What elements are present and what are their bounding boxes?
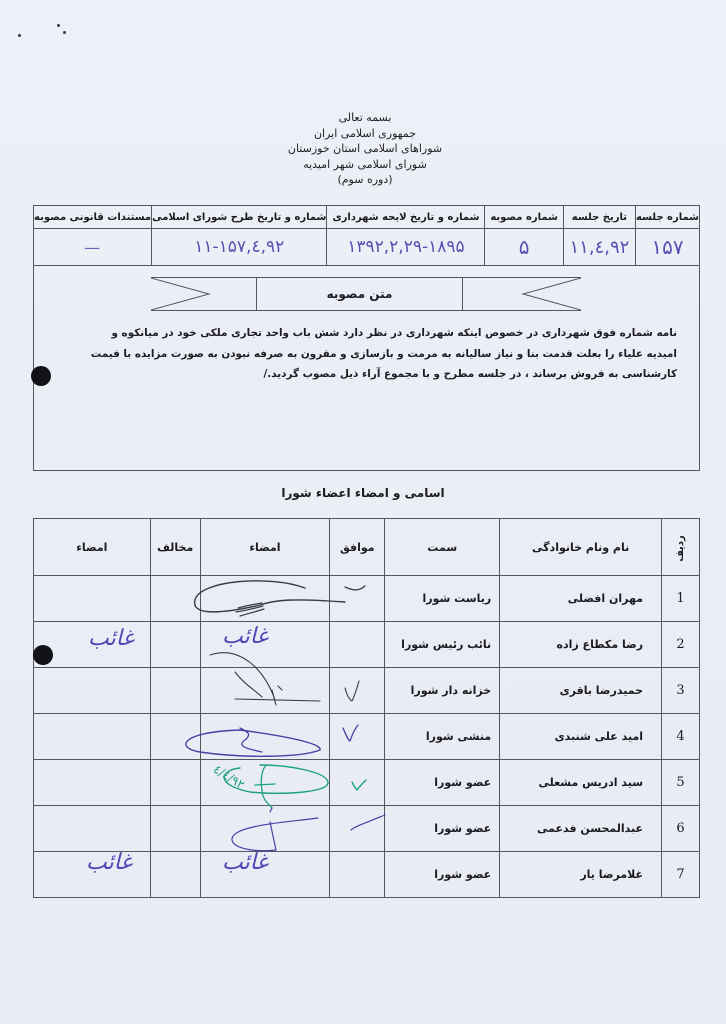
header-municipal-bill: شماره و تاریخ لایحه شهرداری bbox=[327, 206, 485, 229]
council-plan-value: ۹۲,٤,۱۱-۱۵۷ bbox=[194, 237, 285, 257]
member-name: سید ادریس مشعلی bbox=[500, 760, 662, 806]
signature-cell bbox=[200, 668, 330, 714]
oppose-cell bbox=[150, 576, 200, 622]
members-section-title: اسامی و امضاء اعضاء شورا bbox=[281, 486, 445, 500]
signature-cell bbox=[34, 760, 151, 806]
resolution-line: امیدیه علیاء را بعلت قدمت بنا و نیاز سالیانه به مرمت و بازسازی و مقرون به صرفه نبودن به صورت مزایده با قیمت bbox=[90, 347, 677, 360]
absent-note: غائب bbox=[86, 850, 132, 875]
scan-speck bbox=[18, 34, 21, 37]
header-session-date: تاریخ جلسه bbox=[563, 206, 635, 229]
signature-cell bbox=[34, 714, 151, 760]
scan-speck bbox=[63, 31, 66, 34]
letterhead-line: (دوره سوم) bbox=[337, 173, 393, 186]
header-signature: امضاء bbox=[34, 519, 151, 576]
agree-cell bbox=[330, 852, 385, 898]
session-date-value: ۹۲,٤,۱۱ bbox=[569, 236, 630, 258]
member-row bbox=[34, 760, 700, 806]
resolution-number-value: ۵ bbox=[518, 235, 530, 259]
resolution-box bbox=[33, 265, 700, 471]
signature-cell bbox=[200, 576, 330, 622]
member-name: حمیدرضا باقری bbox=[500, 668, 662, 714]
member-row bbox=[34, 806, 700, 852]
member-role: عضو شورا bbox=[385, 760, 500, 806]
absent-note: غائب bbox=[88, 626, 134, 651]
members-header-row bbox=[34, 519, 700, 576]
absent-note: غائب bbox=[222, 850, 268, 875]
member-row bbox=[34, 668, 700, 714]
member-role: نائب رئیس شورا bbox=[385, 622, 500, 668]
header-agree: موافق bbox=[330, 519, 385, 576]
row-number: 1 bbox=[662, 576, 700, 622]
header-row-number: ردیف bbox=[662, 519, 700, 576]
agree-cell bbox=[330, 576, 385, 622]
member-row bbox=[34, 576, 700, 622]
scan-speck bbox=[57, 24, 60, 27]
member-role: عضو شورا bbox=[385, 806, 500, 852]
members-table bbox=[33, 518, 700, 898]
header-legal-basis: مستندات قانونی مصوبه bbox=[34, 206, 152, 229]
member-role: منشی شورا bbox=[385, 714, 500, 760]
row-number: 7 bbox=[662, 852, 700, 898]
header-role: سمت bbox=[385, 519, 500, 576]
resolution-title: متن مصوبه bbox=[256, 277, 463, 311]
session-value-row bbox=[34, 229, 700, 266]
row-number: 2 bbox=[662, 622, 700, 668]
signature-date: ٤/٤/٩٢ bbox=[210, 762, 248, 792]
letterhead-line: شوراهای اسلامی استان خوزستان bbox=[287, 142, 443, 155]
row-number: 6 bbox=[662, 806, 700, 852]
member-role: ریاست شورا bbox=[385, 576, 500, 622]
agree-cell bbox=[330, 622, 385, 668]
signature-cell bbox=[34, 806, 151, 852]
absent-note: غائب bbox=[222, 624, 268, 649]
member-name: رضا مکطاع زاده bbox=[500, 622, 662, 668]
signature-cell bbox=[200, 806, 330, 852]
member-name: غلامرضا یار bbox=[500, 852, 662, 898]
member-role: عضو شورا bbox=[385, 852, 500, 898]
legal-basis-value: — bbox=[84, 237, 102, 257]
letterhead-line: جمهوری اسلامی ایران bbox=[313, 126, 417, 140]
signature-cell bbox=[34, 576, 151, 622]
oppose-cell bbox=[150, 622, 200, 668]
oppose-cell bbox=[150, 668, 200, 714]
signature-cell bbox=[34, 668, 151, 714]
header-full-name: نام ونام خانوادگی bbox=[500, 519, 662, 576]
resolution-text bbox=[37, 323, 677, 385]
resolution-line: کارشناسی به فروش برساند ، در جلسه مطرح و با مجموع آراء ذیل مصوب گردید./ bbox=[263, 368, 677, 380]
member-name: مهران افضلی bbox=[500, 576, 662, 622]
oppose-cell bbox=[150, 852, 200, 898]
session-header-row bbox=[34, 206, 700, 229]
header-session-number: شماره جلسه bbox=[636, 206, 700, 229]
row-number: 5 bbox=[662, 760, 700, 806]
row-number: 4 bbox=[662, 714, 700, 760]
header-oppose: مخالف bbox=[150, 519, 200, 576]
header-council-plan: شماره و تاریخ طرح شورای اسلامی bbox=[152, 206, 327, 229]
signature-cell bbox=[200, 714, 330, 760]
letterhead-line: بسمه تعالی bbox=[338, 111, 392, 124]
agree-cell bbox=[330, 668, 385, 714]
agree-cell bbox=[330, 760, 385, 806]
member-role: خزانه دار شورا bbox=[385, 668, 500, 714]
agree-cell bbox=[330, 806, 385, 852]
letterhead-line: شورای اسلامی شهر امیدیه bbox=[303, 157, 427, 171]
punch-hole bbox=[31, 366, 51, 386]
member-name: عبدالمحسن فدعمی bbox=[500, 806, 662, 852]
row-number: 3 bbox=[662, 668, 700, 714]
agree-cell bbox=[330, 714, 385, 760]
member-row bbox=[34, 852, 700, 898]
punch-hole bbox=[33, 645, 53, 665]
header-resolution-number: شماره مصوبه bbox=[485, 206, 563, 229]
header-signature: امضاء bbox=[200, 519, 330, 576]
letterhead bbox=[230, 110, 500, 188]
resolution-line: نامه شماره فوق شهرداری در خصوص اینکه شهرداری در نظر دارد شش باب واحد تجاری ملکی خود در میانکوه و bbox=[111, 327, 677, 339]
resolution-banner bbox=[151, 277, 581, 311]
session-info-table bbox=[33, 205, 700, 266]
session-number-value: ۱۵۷ bbox=[651, 235, 684, 259]
member-name: امید علی شنبدی bbox=[500, 714, 662, 760]
municipal-bill-value: ۱۳۹۲,۲,۲۹-۱۸۹۵ bbox=[347, 237, 465, 257]
oppose-cell bbox=[150, 806, 200, 852]
oppose-cell bbox=[150, 714, 200, 760]
member-row bbox=[34, 714, 700, 760]
oppose-cell bbox=[150, 760, 200, 806]
